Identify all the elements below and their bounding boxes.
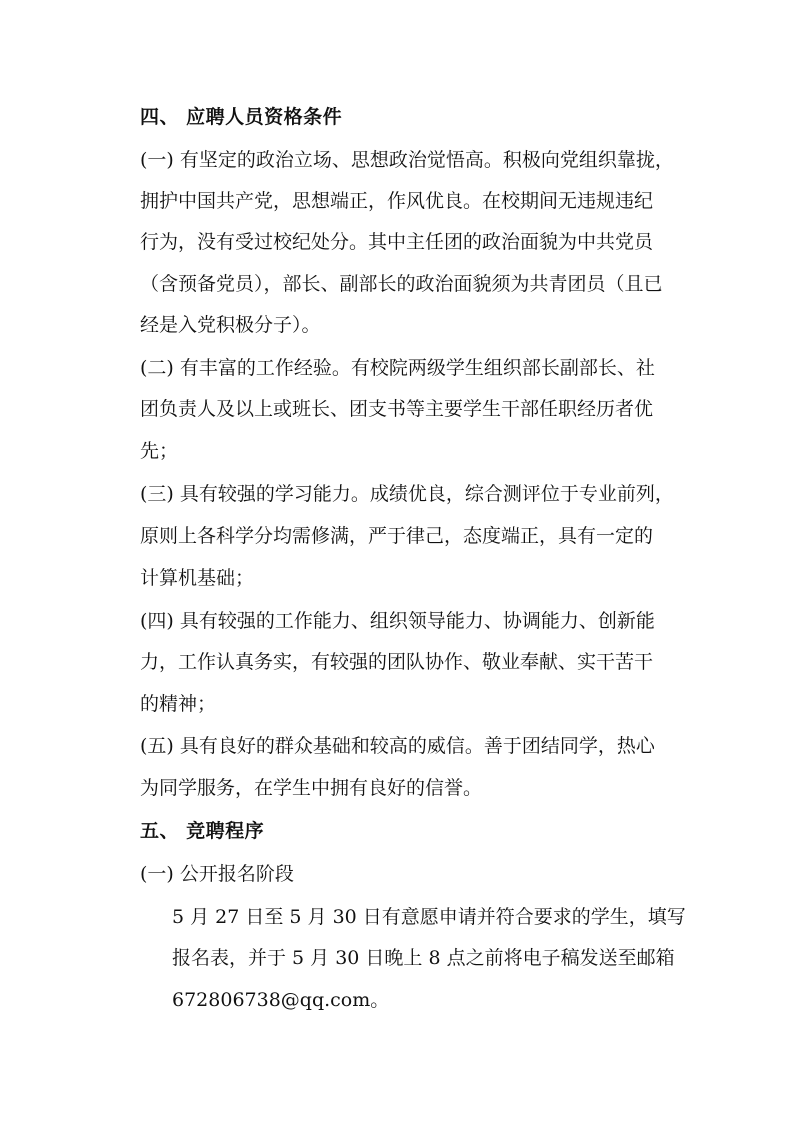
item-1-line-2: 拥护中国共产党，思想端正，作风优良。在校期间无违规违纪 <box>140 190 654 212</box>
item-2-line-1: (二) 有丰富的工作经验。有校院两级学生组织部长副部长、社 <box>140 357 655 379</box>
section-4-heading: 四、 应聘人员资格条件 <box>140 106 343 128</box>
stage-1-line-2: 报名表，并于 5 月 30 日晚上 8 点之前将电子稿发送至邮箱 <box>172 947 675 969</box>
item-4-line-1: (四) 具有较强的工作能力、组织领导能力、协调能力、创新能 <box>140 610 655 632</box>
item-4-line-2: 力，工作认真务实，有较强的团队协作、敬业奉献、实干苦干 <box>140 651 654 673</box>
item-2-line-3: 先； <box>140 440 179 462</box>
stage-1-line-3: 672806738@qq.com。 <box>172 989 390 1011</box>
stage-1-title: (一) 公开报名阶段 <box>140 863 294 885</box>
item-1-line-5: 经是入党积极分子）。 <box>140 314 321 336</box>
item-2-line-2: 团负责人及以上或班长、团支书等主要学生干部任职经历者优 <box>140 398 654 420</box>
item-1-line-3: 行为，没有受过校纪处分。其中主任团的政治面貌为中共党员 <box>140 231 654 253</box>
item-5-line-1: (五) 具有良好的群众基础和较高的威信。善于团结同学，热心 <box>140 735 655 757</box>
item-4-line-3: 的精神； <box>140 693 217 715</box>
item-1-line-1: (一) 有坚定的政治立场、思想政治觉悟高。积极向党组织靠拢， <box>140 149 674 171</box>
stage-1-line-1: 5 月 27 日至 5 月 30 日有意愿申请并符合要求的学生，填写 <box>172 906 686 928</box>
item-3-line-2: 原则上各科学分均需修满，严于律己，态度端正，具有一定的 <box>140 525 654 547</box>
section-5-heading: 五、 竞聘程序 <box>140 820 265 842</box>
item-3-line-1: (三) 具有较强的学习能力。成绩优良，综合测评位于专业前列， <box>140 483 674 505</box>
item-3-line-3: 计算机基础； <box>140 567 255 589</box>
item-5-line-2: 为同学服务，在学生中拥有良好的信誉。 <box>140 777 483 799</box>
item-1-line-4: （含预备党员），部长、副部长的政治面貌须为共青团员（且已 <box>140 273 663 295</box>
